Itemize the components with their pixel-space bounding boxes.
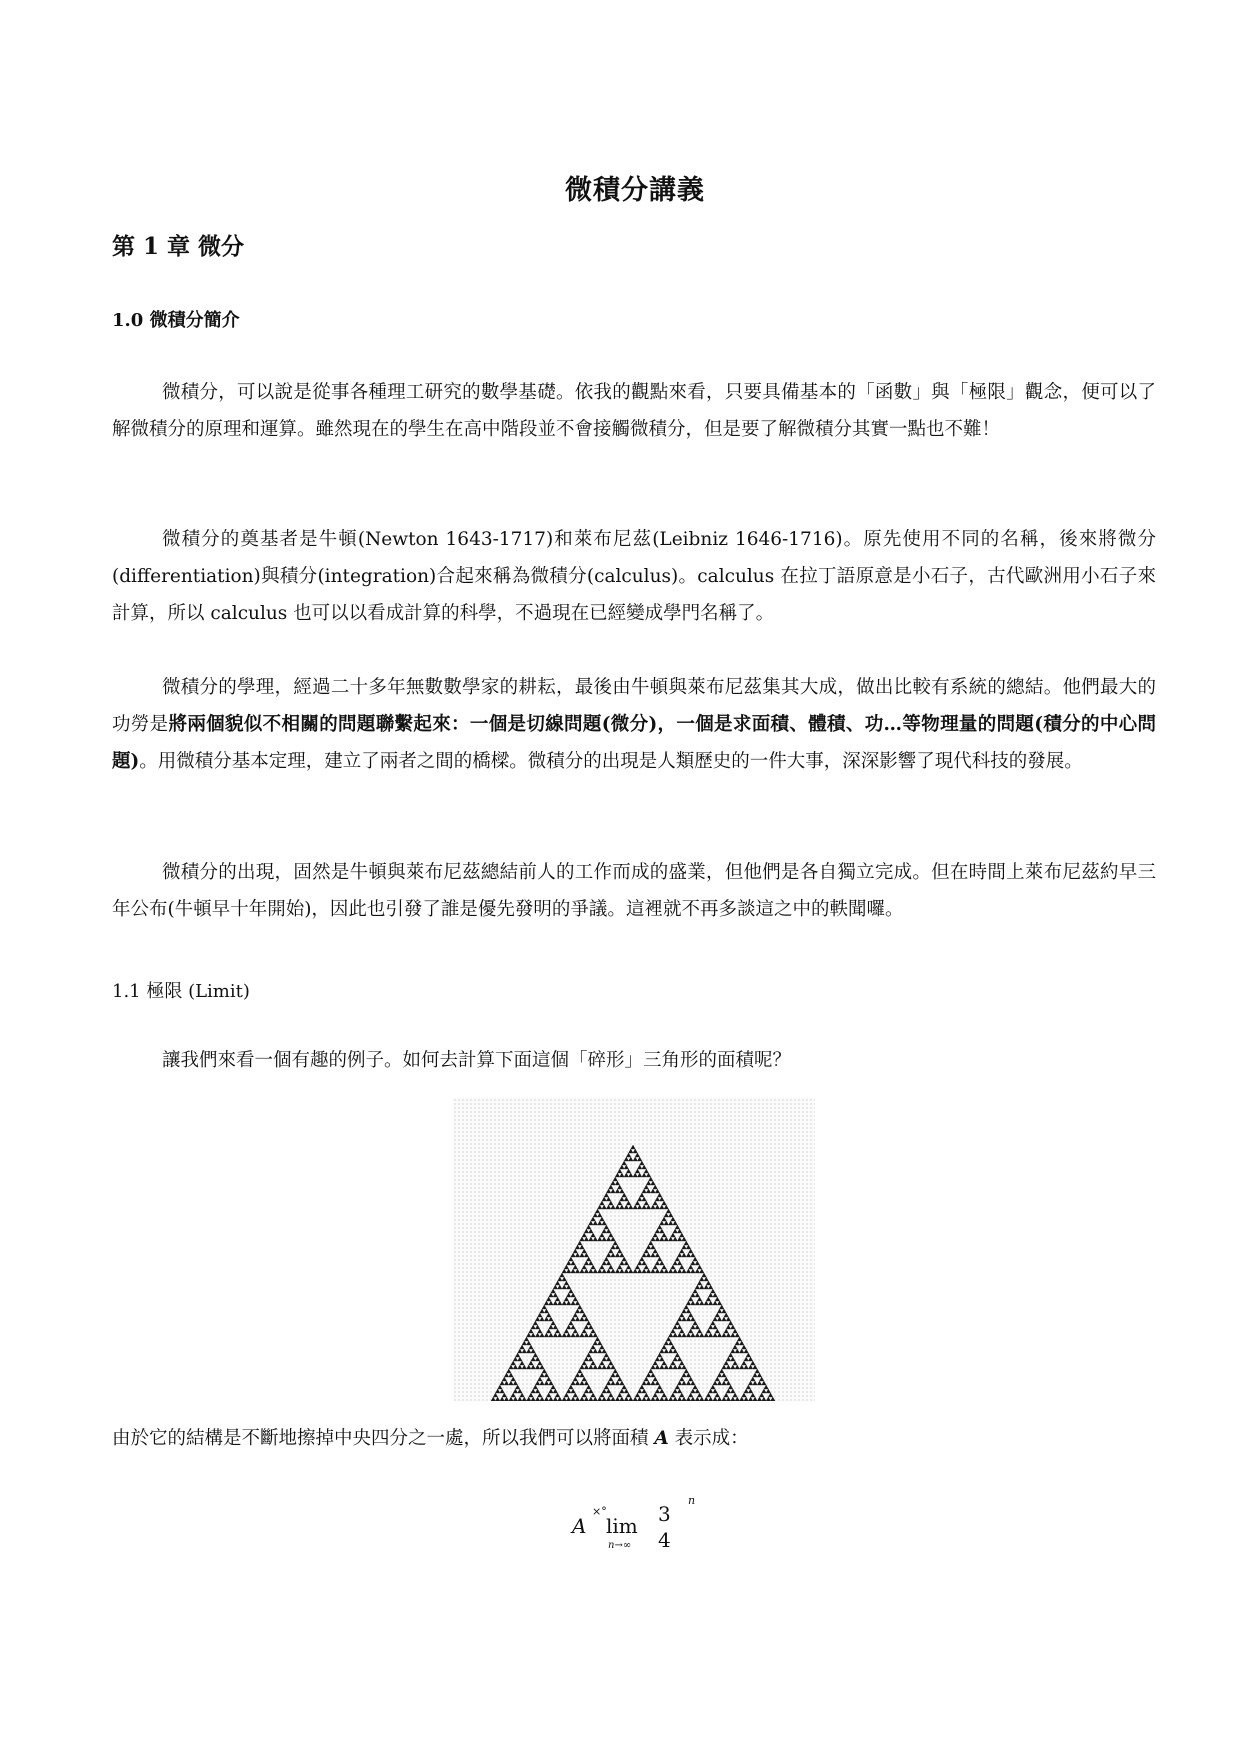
theory-text-start: 微積分的學理，經過二十多年無數數學家的耕耘，最後由牛頓與萊布尼茲集其大成，做出比較有系統的總結。他們最大的功勞是 [112,677,1156,735]
section-heading-1-0: 1.0 微積分簡介 [112,310,240,331]
paragraph-history: 微積分的出現，固然是牛頓與萊布尼茲總結前人的工作而成的盛業，但他們是各自獨立完成。但在時間上萊布尼茲約早三年公布(牛頓早十年開始)，因此也引發了誰是優先發明的爭議。這裡就不再多談這之中的軼聞囉。 [112,862,1156,920]
area-text-start: 由於它的結構是不斷地擦掉中央四分之一處，所以我們可以將面積 [112,1428,655,1449]
document-title: 微積分講義 [565,175,705,206]
paragraph-area [112,1420,1156,1457]
formula-variable: A [572,1514,587,1538]
formula-lim-subscript: n→∞ [608,1540,632,1551]
section-heading-1-1: 1.1 極限 (Limit) [112,981,250,1002]
sierpinski-triangle [453,1098,815,1401]
paragraph-theory [112,669,1156,780]
theory-text-bold: 將兩個貌似不相關的問題聯繫起來：一個是切線問題(微分)，一個是求面積、體積、功…等物理量的問題(積分的中心問題) [112,714,1156,772]
chapter-heading: 第 1 章 微分 [112,233,245,260]
area-limit-formula [570,1494,710,1560]
paragraph-example: 讓我們來看一個有趣的例子。如何去計算下面這個「碎形」三角形的面積呢？ [162,1050,792,1071]
area-variable: A [654,1428,669,1449]
formula-exponent: n [688,1494,696,1507]
formula-numerator: 3 [658,1502,671,1526]
formula-lim: lim [606,1514,638,1538]
sierpinski-cells [491,1145,775,1401]
area-text-end: 表示成： [668,1428,749,1449]
formula-denominator: 4 [658,1528,671,1552]
formula-equals: ×° [592,1505,607,1518]
paragraph-founders: 微積分的奠基者是牛頓(Newton 1643-1717)和萊布尼茲(Leibniz 1646-1716)。原先使用不同的名稱，後來將微分(differentiation)與積分(integration)合起來稱為微積分(calculus)。calculus 在拉丁語原意是小石子，古代歐洲用小石子來計算，所以 calculus 也可以以看成計算的科學，不過現在已經變成學門名稱了。 [112,529,1156,624]
sierpinski-figure [453,1098,815,1401]
theory-text-end: 。用微積分基本定理，建立了兩者之間的橋樑。微積分的出現是人類歷史的一件大事，深深影響了現代科技的發展。 [139,751,1083,772]
paragraph-intro: 微積分，可以說是從事各種理工研究的數學基礎。依我的觀點來看，只要具備基本的「函數」與「極限」觀念，便可以了解微積分的原理和運算。雖然現在的學生在高中階段並不會接觸微積分，但是要了解微積分其實一點也不難！ [112,382,1156,440]
sierpinski-path [491,1145,775,1401]
